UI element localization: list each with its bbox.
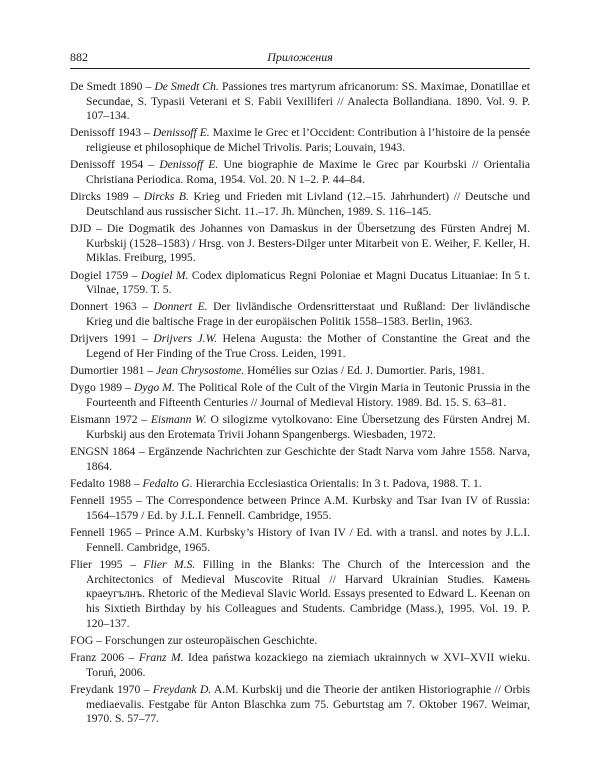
bibliography-entry: ENGSN 1864 – Ergänzende Nachrichten zur Geschichte der Stadt Narva vom Jahre 1558. Narva, 1864. (70, 445, 530, 473)
bibliography-entry: Donnert 1963 – Donnert E. Der livländische Ordensritterstaat und Rußland: Der livländische Krieg und die baltische Frage in der europäischen Politik 1558–1583. Berlin, 1963. (70, 300, 530, 329)
bibliography-entry: De Smedt 1890 – De Smedt Ch. Passiones tres martyrum africanorum: SS. Maximae, Donatillae et Secundae, S. Typasii Veterani et S. Fabii Vexilliferi // Analecta Bollandiana. 1890. Vol. 9. P. 107–134. (70, 80, 531, 123)
bibliography-entry: Fedalto 1988 – Fedalto G. Hierarchia Ecclesiastica Orientalis: In 3 t. Padova, 1988. T. 1. (70, 477, 482, 491)
bibliography-entry: Fennell 1955 – The Correspondence between Prince A.M. Kurbsky and Tsar Ivan IV of Russia: 1564–1579 / Ed. by J.L.I. Fennell. Cambridge, 1955. (70, 494, 530, 522)
bibliography-entry: Flier 1995 – Flier M.S. Filling in the Blanks: The Church of the Intercession and the Architectonics of Medieval Muscovite Ritual // Harvard Ukrainian Studies. Камень краеугълнъ. Rhetoric of the Medieval Slavic World. Essays presented to Edward L. Keenan on his Sixtieth Birthday by his Colleagues and Students. Cambridge (Mass.), 1995. Vol. 19. P. 120–137. (70, 558, 530, 630)
bibliography-entry: Dygo 1989 – Dygo M. The Political Role of the Cult of the Virgin Maria in Teutonic Prussia in the Fourteenth and Fifteenth Centuries // Journal of Medieval History. 1989. Bd. 15. S. 63–81. (70, 381, 530, 410)
bibliography-list (70, 80, 530, 729)
bibliography-entry: Drijvers 1991 – Drijvers J.W. Helena Augusta: the Mother of Constantine the Great and the Legend of Her Finding of the True Cross. Leiden, 1991. (70, 332, 530, 360)
bibliography-entry: Eismann 1972 – Eismann W. O silogizme vytolkovano: Eine Übersetzung des Fürsten Andrej M. Kurbskij aus den Erotemata Trivii Johann Spangenbergs. Wiesbaden, 1972. (70, 413, 530, 441)
bibliography-entry: Freydank 1970 – Freydank D. A.M. Kurbskij und die Theorie der antiken Historiographie // Orbis mediaevalis. Festgabe für Anton Blaschka zum 75. Geburtstag am 7. Oktober 1967. Weimar, 1970. S. 57–77. (70, 682, 531, 726)
header-rule (70, 68, 530, 69)
bibliography-entry: Franz 2006 – Franz M. Idea państwa kozackiego na ziemiach ukrainnych w XVI–XVII wieku. Toruń, 2006. (70, 651, 531, 679)
bibliography-entry: DJD – Die Dogmatik des Johannes von Damaskus in der Übersetzung des Fürsten Andrej M. Kurbskij (1528–1583) / Hrsg. von J. Besters-Dilger unter Mitarbeit von E. Weiher, F. Keller, H. Miklas. Freiburg, 1995. (70, 222, 530, 265)
bibliography-entry: FOG – Forschungen zur osteuropäischen Geschichte. (70, 633, 318, 647)
bibliography-entry: Dogiel 1759 – Dogiel M. Codex diplomaticus Regni Poloniae et Magni Ducatus Lituaniae: In 5 t. Vilnae, 1759. T. 5. (70, 268, 531, 297)
bibliography-entry: Dumortier 1981 – Jean Chrysostome. Homélies sur Ozias / Ed. J. Dumortier. Paris, 1981. (70, 364, 485, 378)
running-title: Приложения (267, 50, 333, 64)
bibliography-entry: Dircks 1989 – Dircks B. Krieg und Frieden mit Livland (12.–15. Jahrhundert) // Deutsche und Deutschland aus russischer Sicht. 11.–17. Jh. München, 1989. S. 116–145. (70, 190, 531, 218)
page-header (70, 47, 530, 67)
bibliography-entry: Denissoff 1954 – Denissoff E. Une biographie de Maxime le Grec par Kourbski // Orientalia Christiana Periodica. Roma, 1954. Vol. 20. N 1–2. P. 44–84. (70, 158, 530, 186)
bibliography-entry: Denissoff 1943 – Denissoff E. Maxime le Grec et l’Occident: Contribution à l’histoire de la pensée religieuse et philosophique de Michel Trivolis. Paris; Louvain, 1943. (70, 126, 530, 155)
bibliography-entry: Fennell 1965 – Prince A.M. Kurbsky’s History of Ivan IV / Ed. with a transl. and notes by J.L.I. Fennell. Cambridge, 1965. (70, 526, 530, 554)
page-number: 882 (70, 50, 88, 64)
